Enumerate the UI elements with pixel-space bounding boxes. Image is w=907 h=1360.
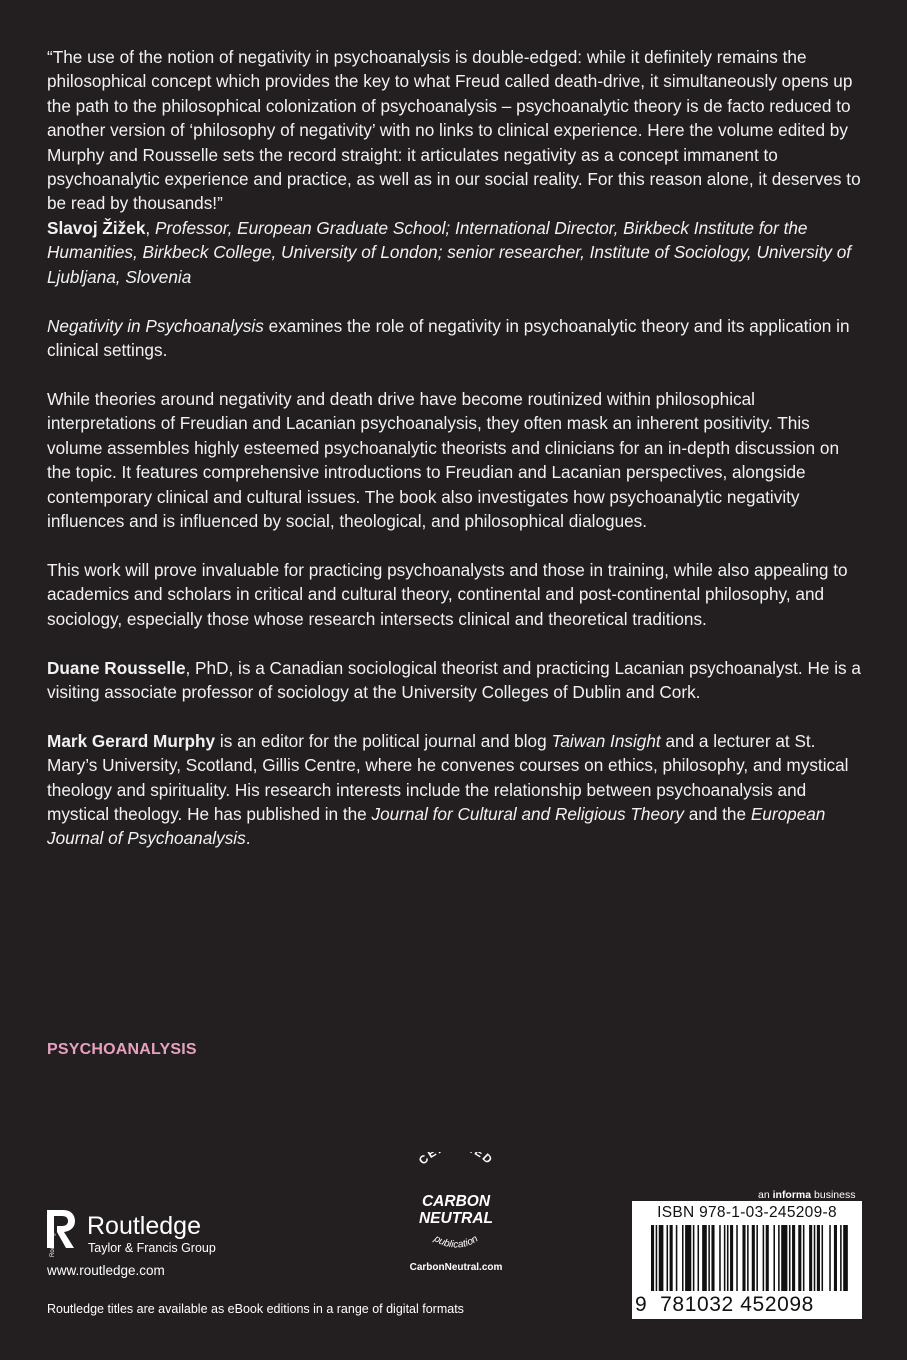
- barcode-digit-first: 9: [635, 1293, 648, 1316]
- bio-murphy-text-4: .: [245, 828, 251, 849]
- barcode-bar: [781, 1225, 787, 1291]
- barcode-bar: [676, 1225, 678, 1291]
- barcode-bar: [756, 1225, 758, 1291]
- barcode-bar: [736, 1225, 738, 1291]
- description-intro-text: examines the role of negativity in psychoanalytic theory and its application in clinical settings.: [47, 315, 850, 360]
- subject-category: PSYCHOANALYSIS: [47, 1041, 197, 1058]
- barcode-digits: [635, 1293, 859, 1317]
- barcode-bar: [702, 1225, 707, 1291]
- barcode-bar: [766, 1225, 769, 1291]
- barcode-bar: [798, 1225, 801, 1291]
- publisher-group: Taylor & Francis Group: [88, 1241, 216, 1255]
- endorsement-affiliation: Professor, European Graduate School; International Director, Birkbeck Institute for the Humanities, Birkbeck College, University of London; senior researcher, Institute of Sociology, University of Ljubljana, Slovenia: [47, 217, 852, 287]
- barcode-bar: [708, 1225, 710, 1291]
- barcode-bar: [773, 1225, 775, 1291]
- bio-rousselle: [47, 656, 867, 705]
- svg-text:Routledge: Routledge: [50, 1229, 56, 1257]
- bio-murphy-text-1: is an editor for the political journal and blog: [215, 730, 552, 751]
- description-paragraph-2: While theories around negativity and death drive have become routinized within philosophical interpretations of Freudian and Lacanian psychoanalysis, they often mask an inherent positivity. This volume assembles highly esteemed psychoanalytic theorists and clinicians for an in-depth discussion on the topic. It features comprehensive introductions to Freudian and Lacanian perspectives, alongside contemporary clinical and cultural issues. The book also investigates how psychoanalytic negativity influences and is influenced by social, theological, and philosophical dialogues.: [47, 388, 840, 531]
- barcode-bar: [682, 1225, 684, 1291]
- barcode-bars: [639, 1225, 855, 1295]
- ebook-note: Routledge titles are available as eBook editions in a range of digital formats: [47, 1302, 464, 1316]
- carbon-certified: CE ED: [417, 1152, 495, 1168]
- publisher-url: www.routledge.com: [47, 1263, 165, 1278]
- barcode-bar: [727, 1225, 729, 1291]
- routledge-logo: [45, 1208, 265, 1280]
- svg-text:publication: [431, 1233, 480, 1251]
- endorsement-quote: “The use of the notion of negativity in psychoanalysis is double-edged: while it definitely remains the philosophical concept which provides the key to what Freud called death-drive, it simultaneously opens up the path to the philosophical colonization of psychoanalysis – psychoanalytic theory is de facto reduced to another version of ‘philosophy of negativity’ with no links to clinical experience. Here the volume edited by Murphy and Rousselle sets the record straight: it articulates negativity as a concept immanent to psychoanalytic experience and practice, as well as in our social reality. For this reason alone, it deserves to be read by thousands!”: [47, 47, 861, 214]
- bio-murphy-blog: Taiwan Insight: [551, 730, 661, 751]
- barcode-bar: [834, 1225, 837, 1291]
- informa-prefix: an: [758, 1189, 773, 1201]
- barcode-digits-left: 781032: [660, 1293, 734, 1316]
- routledge-r-icon: [45, 1208, 79, 1258]
- endorsement-attribution: Slavoj Žižek, Professor, European Graduate School; International Director, Birkbeck Institute for the Humanities, Birkbeck College, University of London; senior researcher, Institute of Sociology, University of Ljubljana, Slovenia: [47, 217, 852, 287]
- barcode-bar: [656, 1225, 658, 1291]
- description-paragraph-3: This work will prove invaluable for practicing psychoanalysts and those in training, while also appealing to academics and scholars in critical and cultural theory, continental and post-continental philosophy, and sociology, especially those whose research intersects clinical and theoretical traditions.: [47, 559, 848, 629]
- carbon-neutral-badge: [396, 1152, 516, 1280]
- barcode-bar: [667, 1225, 669, 1291]
- barcode-bar: [670, 1225, 673, 1291]
- barcode-bar: [651, 1225, 654, 1291]
- svg-text:CERTIFIED: [417, 1152, 495, 1167]
- barcode-bar: [803, 1225, 805, 1291]
- carbon-url: CarbonNeutral.com: [409, 1262, 503, 1273]
- barcode-bar: [747, 1225, 749, 1291]
- barcode-bar: [840, 1225, 842, 1291]
- book-title: Negativity in Psychoanalysis: [47, 315, 264, 336]
- barcode-bar: [693, 1225, 695, 1291]
- barcode-bar: [843, 1225, 848, 1291]
- barcode-bar: [809, 1225, 812, 1291]
- informa-tagline: [758, 1189, 855, 1201]
- barcode-bar: [659, 1225, 664, 1291]
- barcode-bar: [698, 1225, 700, 1291]
- barcode-bar: [829, 1225, 831, 1291]
- isbn-label: ISBN 978-1-03-245209-8: [657, 1204, 837, 1221]
- barcode-bar: [742, 1225, 745, 1291]
- barcode-bar: [817, 1225, 820, 1291]
- bio-rousselle-name: Duane Rousselle: [47, 657, 186, 678]
- carbon-line2: NEUTRAL: [418, 1210, 494, 1227]
- barcode-bar: [711, 1225, 714, 1291]
- barcode-bar: [822, 1225, 824, 1291]
- bio-murphy-text-3: and the: [683, 804, 751, 825]
- bio-murphy-text-2: and a lecturer at St. Mary’s University, Scotland, Gillis Centre, where he convenes courses on ethics, philosophy, and mystical theology and spirituality. His research interests include the relationship between psychoanalysis and mystical theology. He has published in the: [47, 730, 849, 825]
- barcode-bar: [792, 1225, 795, 1291]
- isbn-barcode: [632, 1201, 862, 1319]
- bio-rousselle-text: , PhD, is a Canadian sociological theorist and practicing Lacanian psychoanalyst. He is a visiting associate professor of sociology at the University Colleges of Dublin and Cork.: [47, 657, 861, 702]
- barcode-bar: [814, 1225, 816, 1291]
- description-intro: [47, 314, 867, 363]
- bio-murphy-name: Mark Gerard Murphy: [47, 730, 216, 751]
- back-cover-text: [47, 45, 867, 875]
- bio-murphy-journal-1: Journal for Cultural and Religious Theory: [371, 804, 684, 825]
- endorsement-author: Slavoj Žižek: [47, 217, 146, 238]
- carbon-publication: publication: [431, 1233, 481, 1251]
- barcode-bar: [789, 1225, 791, 1291]
- barcode-bar: [778, 1225, 780, 1291]
- barcode-bar: [685, 1225, 691, 1291]
- barcode-digits-right: 452098: [740, 1293, 814, 1316]
- publisher-name: Routledge: [87, 1212, 201, 1240]
- carbon-line1: CARBON: [421, 1193, 491, 1210]
- barcode-bar: [763, 1225, 765, 1291]
- barcode-bar: [730, 1225, 733, 1291]
- barcode-bar: [719, 1225, 721, 1291]
- bio-murphy-journal-2: European Journal of Psychoanalysis: [47, 804, 826, 849]
- carbon-neutral-logo: [396, 1152, 516, 1260]
- barcode-bar: [752, 1225, 755, 1291]
- barcode-bar: [724, 1225, 726, 1291]
- informa-word: informa: [772, 1189, 812, 1201]
- bio-murphy: [47, 729, 867, 851]
- informa-suffix: business: [811, 1189, 856, 1201]
